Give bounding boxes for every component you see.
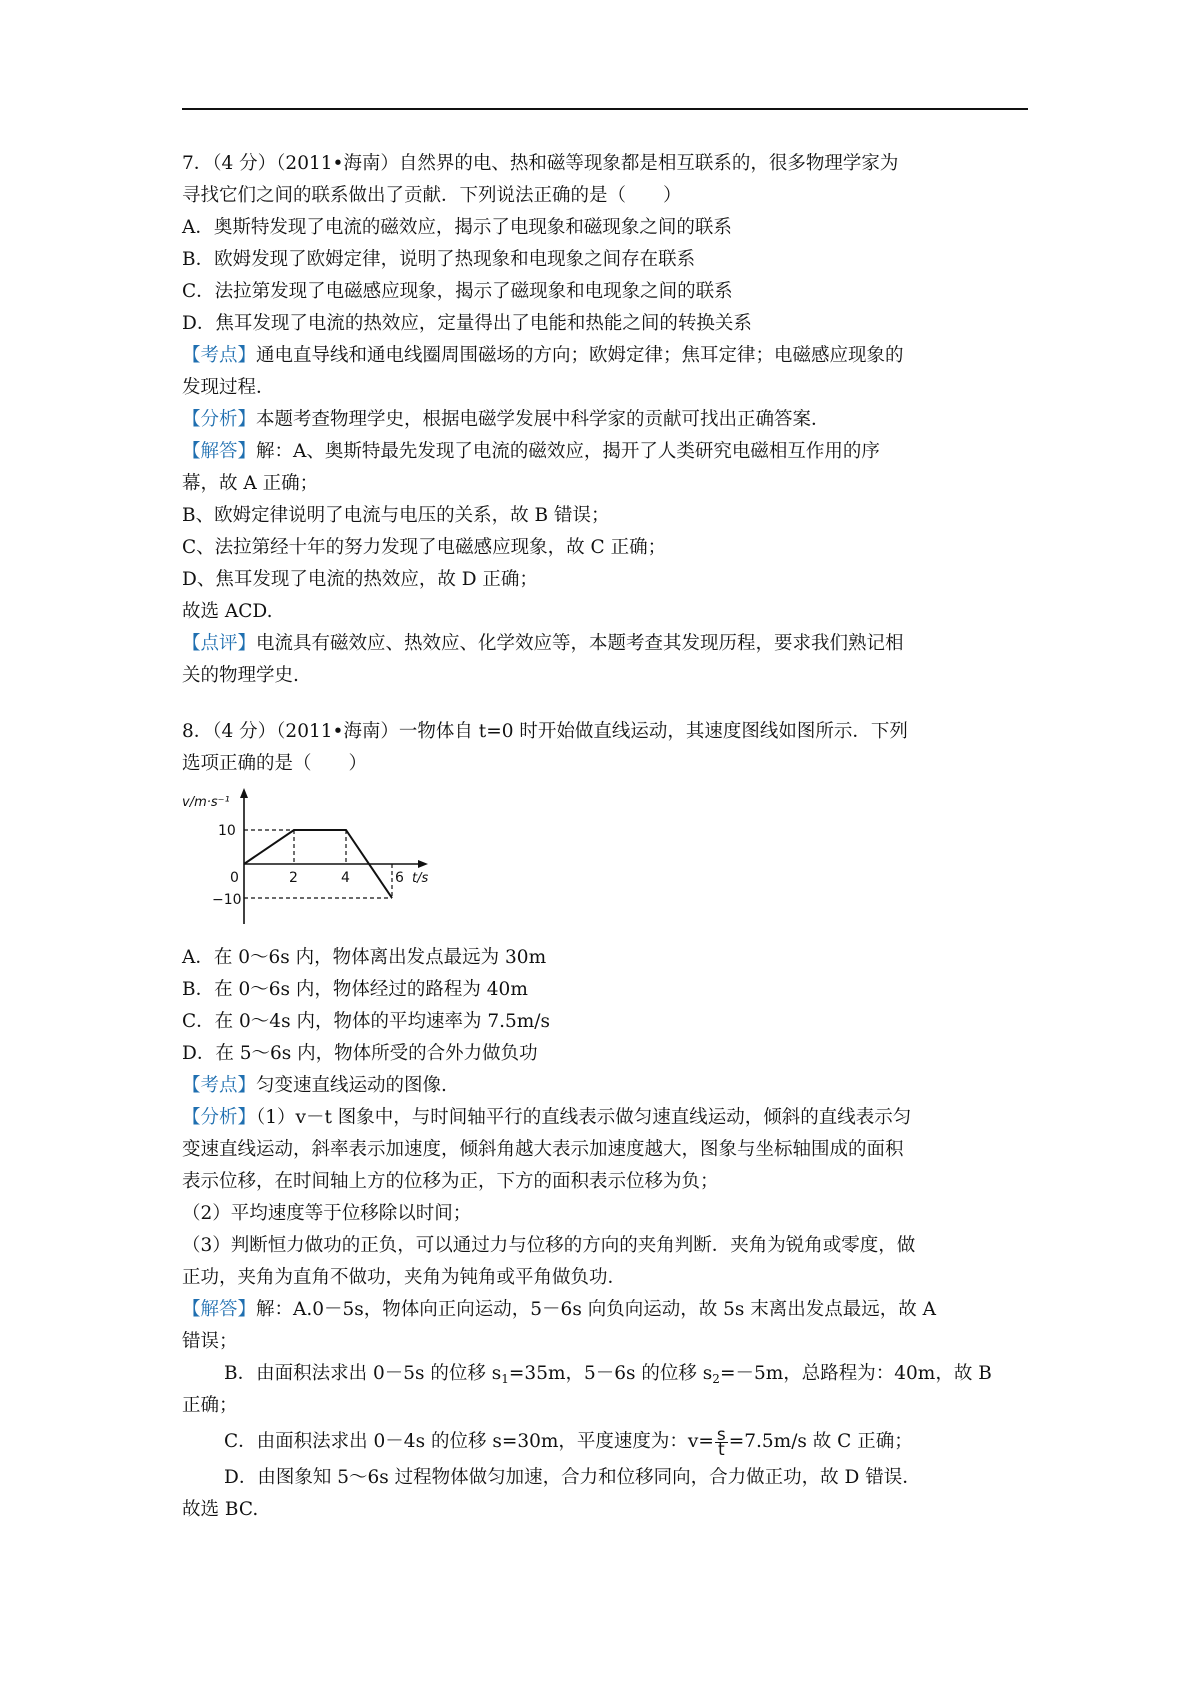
xtick-2: 2 bbox=[289, 870, 298, 886]
kaodian-tag: 【考点】 bbox=[182, 345, 257, 366]
kaodian-tag: 【考点】 bbox=[182, 1075, 257, 1096]
q8-option-c: C．在 0～4s 内，物体的平均速率为 7.5m/s bbox=[182, 1011, 551, 1032]
jieda-c-part-2: =7.5m/s 故 C 正确； bbox=[728, 1431, 913, 1452]
jieda-b-sub-2: 2 bbox=[712, 1372, 720, 1386]
dianping-tag: 【点评】 bbox=[182, 633, 257, 654]
jieda-b-part-2: =35m，5－6s 的位移 s bbox=[508, 1363, 713, 1384]
q7-jieda-line-3: B、欧姆定律说明了电流与电压的关系，故 B 错误； bbox=[182, 505, 610, 526]
fraction-numerator: s bbox=[716, 1424, 726, 1445]
q7-dianping-cont: 关的物理学史. bbox=[182, 665, 299, 686]
q7-option-c: C．法拉第发现了电磁感应现象，揭示了磁现象和电现象之间的联系 bbox=[182, 281, 733, 302]
jieda-b-part-3: =－5m，总路程为：40m，故 B bbox=[719, 1363, 992, 1384]
dianping-text: 电流具有磁效应、热效应、化学效应等，本题考查其发现历程，要求我们熟记相 bbox=[256, 633, 904, 654]
fenxi-tag: 【分析】 bbox=[182, 1107, 257, 1128]
q8-fenxi-line-3: 表示位移，在时间轴上方的位移为正，下方的面积表示位移为负； bbox=[182, 1171, 719, 1192]
q7-stem-line-1: 7．（4 分）（2011•海南）自然界的电、热和磁等现象都是相互联系的，很多物理学家为 bbox=[182, 153, 899, 174]
q7-jieda-line-5: D、焦耳发现了电流的热效应，故 D 正确； bbox=[182, 569, 538, 590]
jieda-tag: 【解答】 bbox=[182, 441, 257, 462]
jieda-text: 解：A.0－5s，物体向正向运动，5－6s 向负向运动，故 5s 末离出发点最远，故 A bbox=[256, 1299, 936, 1320]
q7-conclusion: 故选 ACD. bbox=[182, 601, 273, 622]
q8-jieda-b bbox=[182, 1358, 1028, 1390]
fenxi-text: （1）v－t 图象中，与时间轴平行的直线表示做匀速直线运动，倾斜的直线表示匀 bbox=[256, 1107, 912, 1128]
jieda-b-part-1: B．由面积法求出 0－5s 的位移 s bbox=[224, 1363, 502, 1384]
q8-jieda-c bbox=[182, 1422, 1028, 1462]
question-8 bbox=[182, 716, 1028, 1526]
q8-fenxi-line-5: （3）判断恒力做功的正负，可以通过力与位移的方向的夹角判断．夹角为锐角或零度，做 bbox=[182, 1235, 916, 1256]
document-body bbox=[182, 148, 1028, 1526]
question-7 bbox=[182, 148, 1028, 692]
q7-stem-line-2: 寻找它们之间的联系做出了贡献．下列说法正确的是（ ） bbox=[182, 185, 682, 206]
q8-conclusion: 故选 BC. bbox=[182, 1499, 259, 1520]
q7-option-a: A．奥斯特发现了电流的磁效应，揭示了电现象和磁现象之间的联系 bbox=[182, 217, 732, 238]
q7-option-d: D．焦耳发现了电流的热效应，定量得出了电能和热能之间的转换关系 bbox=[182, 313, 752, 334]
fenxi-tag: 【分析】 bbox=[182, 409, 257, 430]
fraction-denominator: t bbox=[717, 1439, 725, 1460]
jieda-c-part-1: C．由面积法求出 0－4s 的位移 s=30m，平度速度为：v= bbox=[224, 1431, 714, 1452]
q8-option-a: A．在 0～6s 内，物体离出发点最远为 30m bbox=[182, 947, 547, 968]
jieda-b-sub-1: 1 bbox=[501, 1372, 509, 1386]
x-axis-label: t/s bbox=[412, 871, 429, 886]
q8-fenxi-line-6: 正功，夹角为直角不做功，夹角为钝角或平角做负功． bbox=[182, 1267, 627, 1288]
q7-jieda-line-2: 幕，故 A 正确； bbox=[182, 473, 319, 494]
y-axis-label: v/m·s⁻¹ bbox=[182, 795, 230, 810]
q8-stem-line-1: 8．（4 分）（2011•海南）一物体自 t=0 时开始做直线运动，其速度图线如图所示．下列 bbox=[182, 721, 908, 742]
q7-jieda bbox=[182, 436, 1028, 468]
ytick-0: 0 bbox=[230, 870, 239, 886]
jieda-text: 解：A、奥斯特最先发现了电流的磁效应，揭开了人类研究电磁相互作用的序 bbox=[256, 441, 880, 462]
q7-jieda-line-4: C、法拉第经十年的努力发现了电磁感应现象，故 C 正确； bbox=[182, 537, 667, 558]
q8-kaodian bbox=[182, 1070, 1028, 1102]
q7-dianping bbox=[182, 628, 1028, 660]
velocity-time-graph bbox=[182, 786, 1028, 936]
jieda-tag: 【解答】 bbox=[182, 1299, 257, 1320]
q8-jieda-b-cont: 正确； bbox=[182, 1395, 238, 1416]
fraction-s-over-t bbox=[715, 1424, 728, 1460]
q7-kaodian-cont: 发现过程． bbox=[182, 377, 275, 398]
fenxi-text: 本题考查物理学史，根据电磁学发展中科学家的贡献可找出正确答案． bbox=[256, 409, 830, 430]
q7-option-b: B．欧姆发现了欧姆定律，说明了热现象和电现象之间存在联系 bbox=[182, 249, 696, 270]
xtick-4: 4 bbox=[341, 870, 350, 886]
q8-option-d: D．在 5～6s 内，物体所受的合外力做负功 bbox=[182, 1043, 538, 1064]
y-axis-arrow bbox=[240, 788, 248, 798]
vt-graph-svg bbox=[182, 786, 442, 936]
q8-jieda-d: D．由图象知 5～6s 过程物体做匀加速，合力和位移同向，合力做正功，故 D 错误． bbox=[224, 1467, 921, 1488]
q8-jieda-line-2: 错误； bbox=[182, 1331, 238, 1352]
kaodian-text: 匀变速直线运动的图像. bbox=[256, 1075, 447, 1096]
q8-fenxi-line-4: （2）平均速度等于位移除以时间； bbox=[182, 1203, 472, 1224]
q7-kaodian bbox=[182, 340, 1028, 372]
ytick-neg10: −10 bbox=[212, 892, 242, 908]
ytick-10: 10 bbox=[218, 823, 236, 839]
xtick-6: 6 bbox=[395, 870, 404, 886]
q8-fenxi bbox=[182, 1102, 1028, 1134]
kaodian-text: 通电直导线和通电线圈周围磁场的方向；欧姆定律；焦耳定律；电磁感应现象的 bbox=[256, 345, 904, 366]
q8-jieda bbox=[182, 1294, 1028, 1326]
q8-option-b: B．在 0～6s 内，物体经过的路程为 40m bbox=[182, 979, 528, 1000]
q7-fenxi bbox=[182, 404, 1028, 436]
x-axis-arrow bbox=[418, 860, 428, 868]
q8-stem-line-2: 选项正确的是（ ） bbox=[182, 753, 368, 774]
q8-fenxi-line-2: 变速直线运动，斜率表示加速度，倾斜角越大表示加速度越大，图象与坐标轴围成的面积 bbox=[182, 1139, 904, 1160]
header-rule bbox=[182, 108, 1028, 110]
